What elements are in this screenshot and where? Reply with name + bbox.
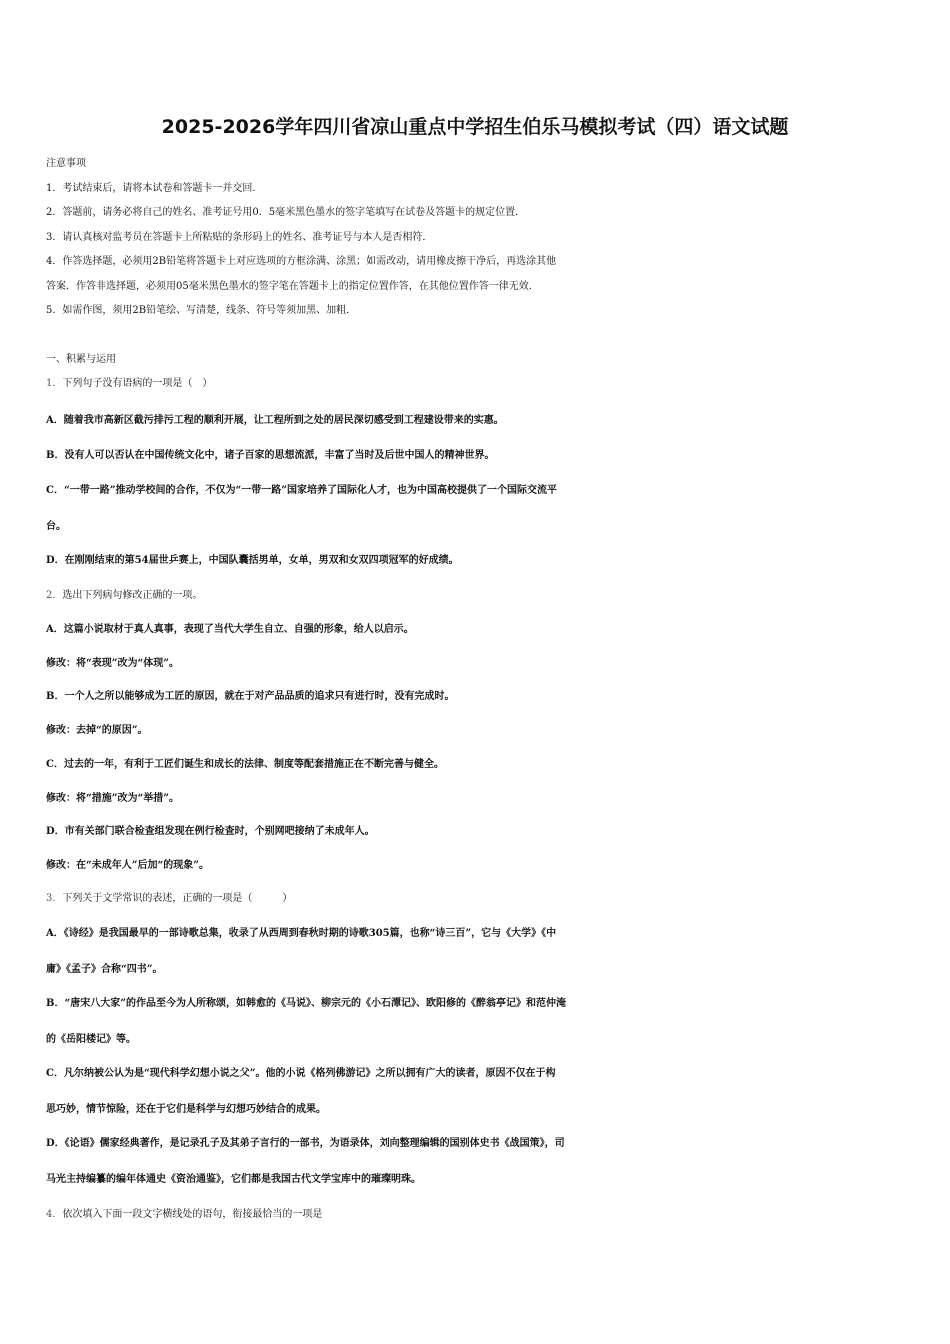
q2-option-c-fix (46, 789, 916, 804)
question-stem (46, 889, 916, 904)
option-text: 庸》《孟子》合称“四书”。 (46, 964, 163, 975)
question-number: 2． (46, 590, 63, 601)
notice-item: 1．考试结束后，请将本试卷和答题卡一并交回． (46, 182, 263, 194)
question-3 (46, 889, 916, 904)
option-text: C．“一带一路”推动学校间的合作，不仅为“一带一路”国家培养了国际化人才，也为中国高校提供了一个国际交流平 (46, 485, 557, 496)
q2-option-d-fix (46, 856, 916, 871)
page-title: 2025-2026学年四川省凉山重点中学招生伯乐马模拟考试（四）语文试题 (161, 116, 789, 138)
q3-option-c-cont (46, 1100, 916, 1115)
option-text: A．《诗经》是我国最早的一部诗歌总集，收录了从西周到春秋时期的诗歌305篇，也称“诗三百”，它与《大学》《中 (46, 928, 557, 939)
q3-option-b (46, 994, 916, 1009)
question-4 (46, 1205, 916, 1220)
option-text: 台。 (46, 521, 66, 532)
option-text: 修改：去掉“的原因”。 (46, 725, 148, 736)
section-heading (46, 350, 916, 365)
question-number: 1． (46, 378, 63, 389)
notice-item: 3．请认真核对监考员在答题卡上所粘贴的条形码上的姓名、准考证号与本人是否相符． (46, 231, 433, 243)
option-text: 修改：将“表现”改为“体现”。 (46, 658, 180, 669)
notice-item: 4．作答选择题，必须用2B铅笔将答题卡上对应选项的方框涂满、涂黑；如需改动，请用橡皮擦干净后，再选涂其他 (46, 256, 557, 267)
question-stem (46, 586, 916, 601)
question-2 (46, 586, 916, 601)
q3-option-a-cont (46, 960, 916, 975)
option-text: 的《岳阳楼记》等。 (46, 1034, 136, 1045)
question-text: 选出下列病句修改正确的一项。 (62, 590, 203, 601)
q3-option-d (46, 1134, 916, 1149)
option-text: C．过去的一年，有利于工匠们诞生和成长的法律、制度等配套措施正在不断完善与健全。 (46, 759, 444, 770)
question-text: 下列句子没有语病的一项是（ ） (62, 378, 213, 389)
option-text: 修改：将“措施”改为“举措”。 (46, 793, 180, 804)
notice-item: 2．答题前，请务必将自己的姓名、准考证号用0．5毫米黑色墨水的签字笔填写在试卷及答题卡的规定位置． (46, 207, 526, 218)
q1-option-b (46, 446, 916, 461)
q3-option-c (46, 1064, 916, 1079)
question-1 (46, 374, 916, 389)
question-text: 下列关于文学常识的表述，正确的一项是（ ） (62, 893, 293, 904)
option-text: D．市有关部门联合检查组发现在例行检查时，个别网吧接纳了未成年人。 (46, 826, 375, 837)
q1-option-d (46, 551, 916, 566)
q1-option-c (46, 481, 916, 496)
q3-option-b-cont (46, 1030, 916, 1045)
notice-block (46, 152, 916, 324)
question-number: 4． (46, 1209, 63, 1220)
option-text: 修改：在“未成年人”后加“的现象”。 (46, 860, 210, 871)
section-title: 一、积累与运用 (46, 354, 116, 365)
notice-heading: 注意事项 (46, 158, 86, 169)
option-text: B．没有人可以否认在中国传统文化中，诸子百家的思想流派，丰富了当时及后世中国人的精神世界。 (46, 450, 495, 461)
question-stem (46, 374, 916, 389)
option-text: C．凡尔纳被公认为是“现代科学幻想小说之父”。他的小说《格列佛游记》之所以拥有广大的读者，原因不仅在于构 (46, 1068, 556, 1079)
question-stem (46, 1205, 916, 1220)
q2-option-c (46, 755, 916, 770)
option-text: 马光主持编纂的编年体通史《资治通鉴》，它们都是我国古代文学宝库中的璀璨明珠。 (46, 1174, 421, 1185)
option-text: B．一个人之所以能够成为工匠的原因，就在于对产品品质的追求只有进行时，没有完成时。 (46, 691, 455, 702)
q3-option-a (46, 924, 916, 939)
option-text: A．这篇小说取材于真人真事，表现了当代大学生自立、自强的形象，给人以启示。 (46, 624, 414, 635)
q1-option-a (46, 411, 916, 426)
question-text: 依次填入下面一段文字横线处的语句，衔接最恰当的一项是 (62, 1209, 323, 1220)
q3-option-d-cont (46, 1170, 916, 1185)
option-text: B．“唐宋八大家”的作品至今为人所称颂，如韩愈的《马说》、柳宗元的《小石潭记》、欧阳修的《醉翁亭记》和范仲淹 (46, 998, 566, 1009)
question-number: 3． (46, 893, 63, 904)
notice-item: 答案．作答非选择题，必须用05毫米黑色墨水的签字笔在答题卡上的指定位置作答，在其他位置作答一律无效． (46, 280, 539, 292)
q2-option-a-fix (46, 654, 916, 669)
option-text: D．《论语》儒家经典著作，是记录孔子及其弟子言行的一部书，为语录体，刘向整理编辑的国别体史书《战国策》，司 (46, 1138, 565, 1149)
q2-option-b-fix (46, 721, 916, 736)
q2-option-d (46, 822, 916, 837)
option-text: A．随着我市高新区截污排污工程的顺利开展，让工程所到之处的居民深切感受到工程建设带来的实惠。 (46, 415, 504, 426)
option-text: D．在刚刚结束的第54届世乒赛上，中国队囊括男单，女单，男双和女双四项冠军的好成绩。 (46, 555, 459, 566)
q2-option-a (46, 620, 916, 635)
q2-option-b (46, 687, 916, 702)
notice-item: 5．如需作图，须用2B铅笔绘、写清楚，线条、符号等须加黑、加粗． (46, 305, 357, 316)
q1-option-c-cont (46, 517, 916, 532)
option-text: 思巧妙，情节惊险，还在于它们是科学与幻想巧妙结合的成果。 (46, 1104, 326, 1115)
